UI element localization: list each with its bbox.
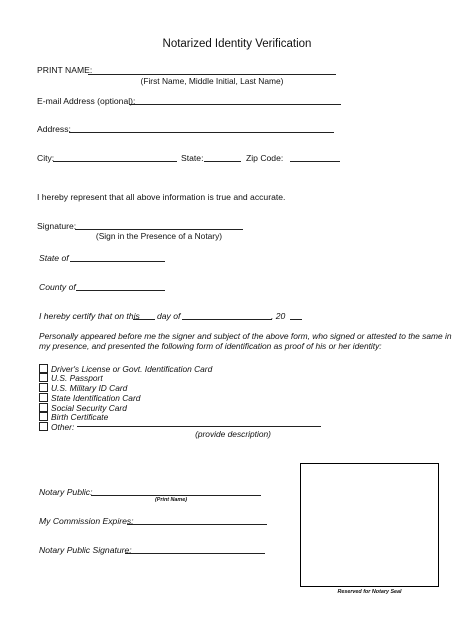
print-name-label: PRINT NAME: xyxy=(37,65,93,75)
id-option-label: U.S. Passport xyxy=(51,372,103,383)
id-option-birth-certificate[interactable] xyxy=(39,408,109,422)
county-of-label: County of xyxy=(39,282,76,292)
certify-day-field[interactable] xyxy=(133,319,155,320)
notary-signature-label: Notary Public Signature: xyxy=(39,545,132,555)
city-label: City: xyxy=(37,153,55,163)
id-option-other[interactable] xyxy=(39,418,75,432)
other-description-field[interactable] xyxy=(77,426,321,427)
address-field[interactable] xyxy=(69,132,334,133)
address-label: Address: xyxy=(37,124,71,134)
id-option-military-id[interactable] xyxy=(39,379,128,393)
id-option-passport[interactable] xyxy=(39,369,103,383)
id-option-label: Social Security Card xyxy=(51,402,127,413)
county-of-field[interactable] xyxy=(76,290,165,291)
print-name-field[interactable] xyxy=(88,74,336,75)
form-title: Notarized Identity Verification xyxy=(162,38,312,50)
signature-label: Signature: xyxy=(37,221,77,231)
id-option-label: State Identification Card xyxy=(51,392,141,403)
id-option-label: U.S. Military ID Card xyxy=(51,382,128,393)
zip-label: Zip Code: xyxy=(246,153,284,163)
commission-expires-field[interactable] xyxy=(127,524,267,525)
id-option-state-id[interactable] xyxy=(39,389,141,403)
notary-public-field[interactable] xyxy=(91,495,261,496)
checkbox[interactable] xyxy=(39,422,48,431)
certify-day-label: day of xyxy=(157,311,181,321)
certify-month-field[interactable] xyxy=(182,319,272,320)
notary-signature-field[interactable] xyxy=(125,553,265,554)
state-of-label: State of xyxy=(39,253,69,263)
print-name-hint: (First Name, Middle Initial, Last Name) xyxy=(140,76,284,86)
certify-year-label: , 20 xyxy=(271,311,286,321)
commission-expires-label: My Commission Expires: xyxy=(39,516,134,526)
zip-field[interactable] xyxy=(290,161,340,162)
notary-print-name-hint: (Print Name) xyxy=(154,497,188,503)
certify-prefix: I hereby certify that on this xyxy=(39,311,140,321)
personally-appeared-line1: Personally appeared before me the signer and subject of the above form, who signed or attested to the same in xyxy=(39,331,452,341)
state-field[interactable] xyxy=(204,161,241,162)
provide-description-hint: (provide description) xyxy=(195,429,271,439)
seal-caption: Reserved for Notary Seal xyxy=(337,589,402,595)
id-option-label: Driver's License or Govt. Identification Card xyxy=(51,363,213,374)
email-field[interactable] xyxy=(129,104,341,105)
id-option-label: Other: xyxy=(51,421,75,432)
certify-year-field[interactable] xyxy=(290,319,302,320)
signature-hint: (Sign in the Presence of a Notary) xyxy=(95,231,223,241)
personally-appeared-line2: my presence, and presented the following form of identification as proof of his or her identity: xyxy=(39,341,382,351)
city-field[interactable] xyxy=(53,161,177,162)
email-label: E-mail Address (optional): xyxy=(37,96,136,106)
state-label: State: xyxy=(181,153,204,163)
notary-public-label: Notary Public: xyxy=(39,487,93,497)
state-of-field[interactable] xyxy=(70,261,165,262)
signature-field[interactable] xyxy=(75,229,243,230)
notary-seal-box xyxy=(300,463,439,587)
attestation-text: I hereby represent that all above information is true and accurate. xyxy=(37,192,286,202)
id-option-label: Birth Certificate xyxy=(51,411,109,422)
